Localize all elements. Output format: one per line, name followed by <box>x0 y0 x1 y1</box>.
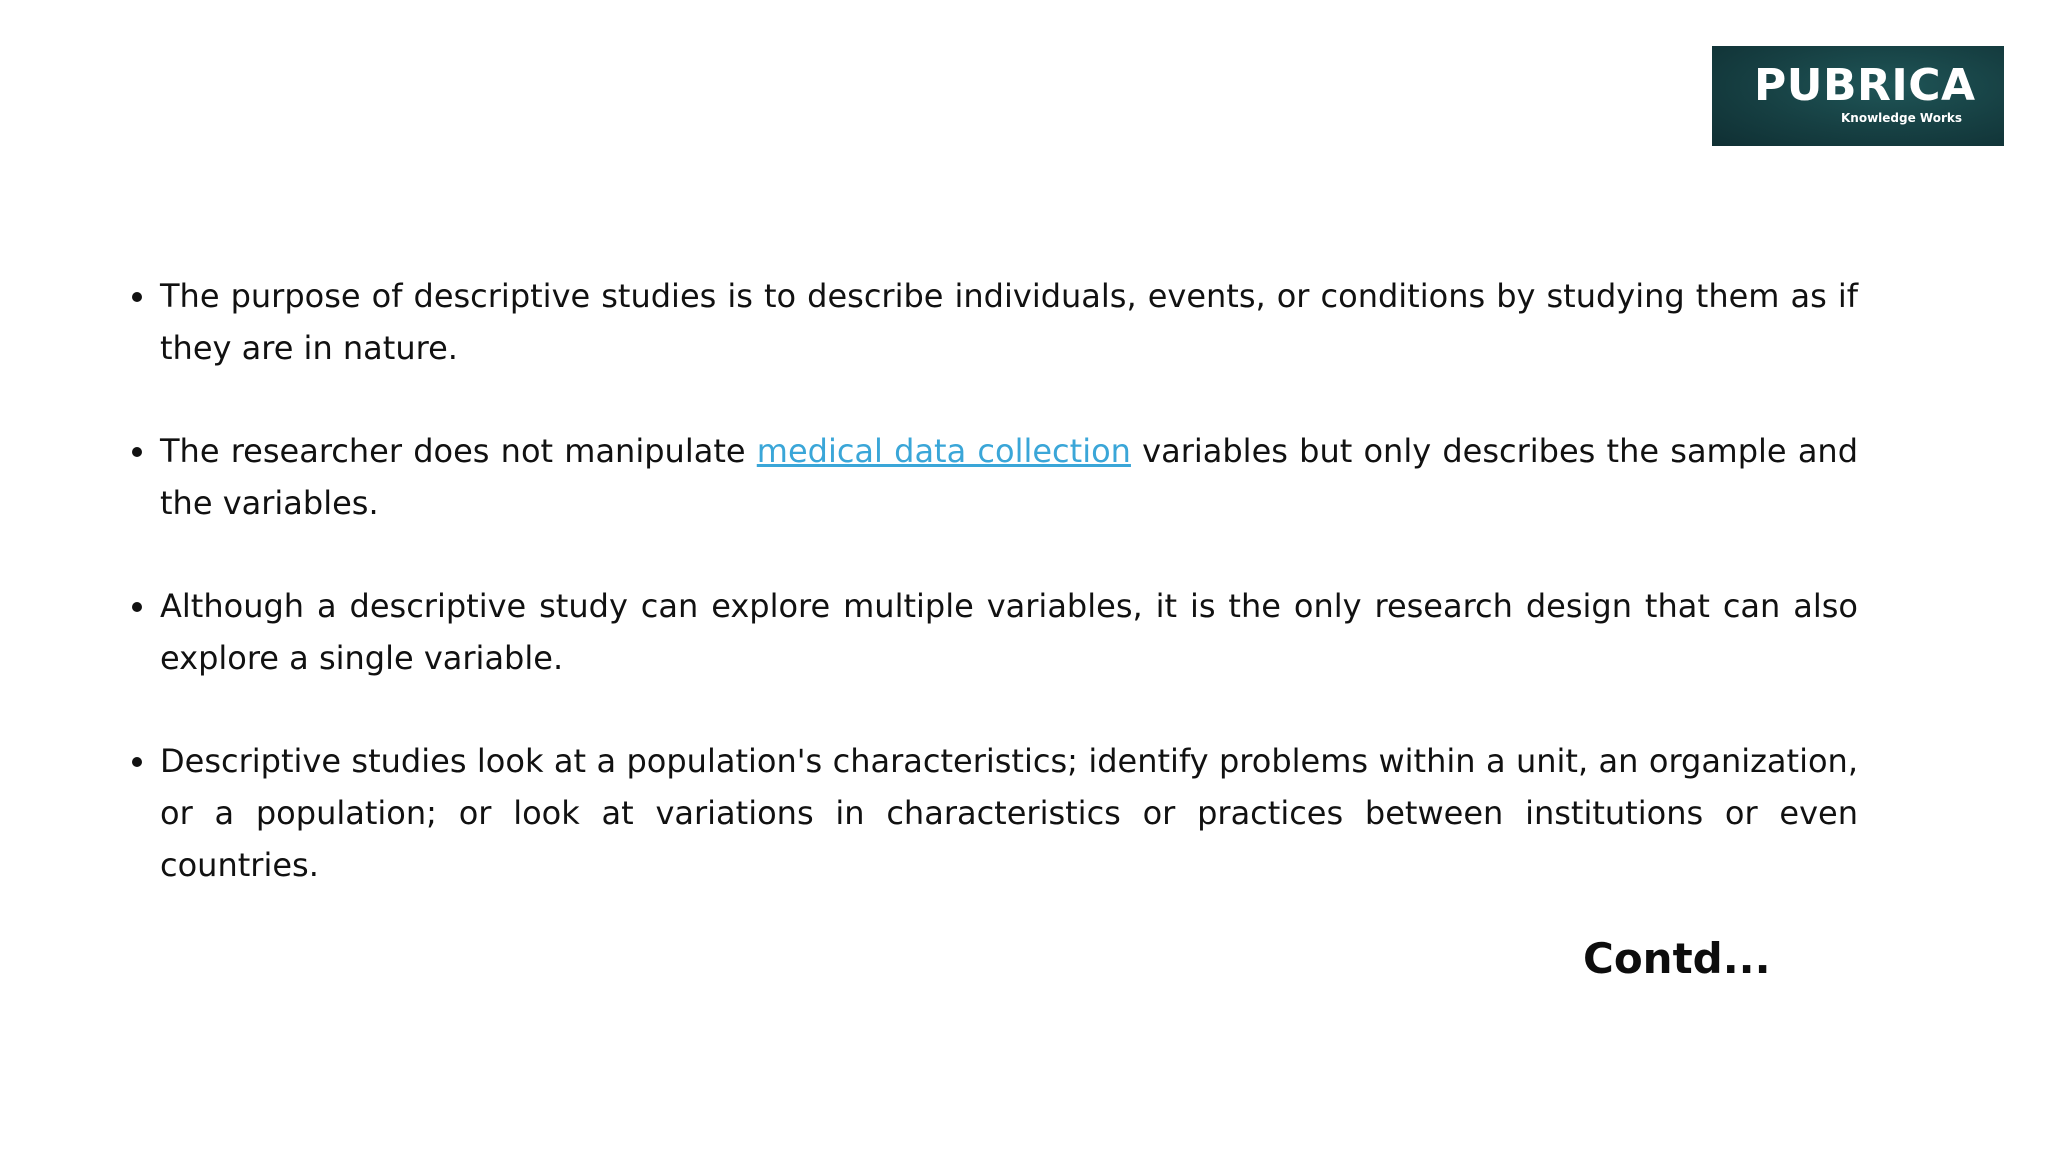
pubrica-logo <box>1712 46 2004 146</box>
bullet-text: The purpose of descriptive studies is to describe individuals, events, or conditions by studying them as if they are in nature. <box>160 277 1858 367</box>
bullet-text: Although a descriptive study can explore multiple variables, it is the only research design that can also explore a single variable. <box>160 587 1858 677</box>
bullet-text: Descriptive studies look at a population's characteristics; identify problems within a unit, an organization, or a population; or look at variations in characteristics or practices between institutions or even countries. <box>160 742 1858 884</box>
bullet-text-after-link: variables but only describes the sample and the variables. <box>160 432 1859 522</box>
bullet-item <box>160 270 1858 374</box>
bullet-text-before-link: The researcher does not manipulate <box>160 432 757 470</box>
contd-label: Contd... <box>1583 934 1771 983</box>
logo-wordmark: PUBRICA <box>1754 60 1976 111</box>
bullet-item <box>160 580 1858 684</box>
medical-data-collection-link[interactable]: medical data collection <box>756 432 1131 470</box>
bullet-list <box>160 270 1858 942</box>
logo-tagline: Knowledge Works <box>1840 111 1962 125</box>
bullet-item <box>160 425 1858 529</box>
bullet-item <box>160 735 1858 891</box>
